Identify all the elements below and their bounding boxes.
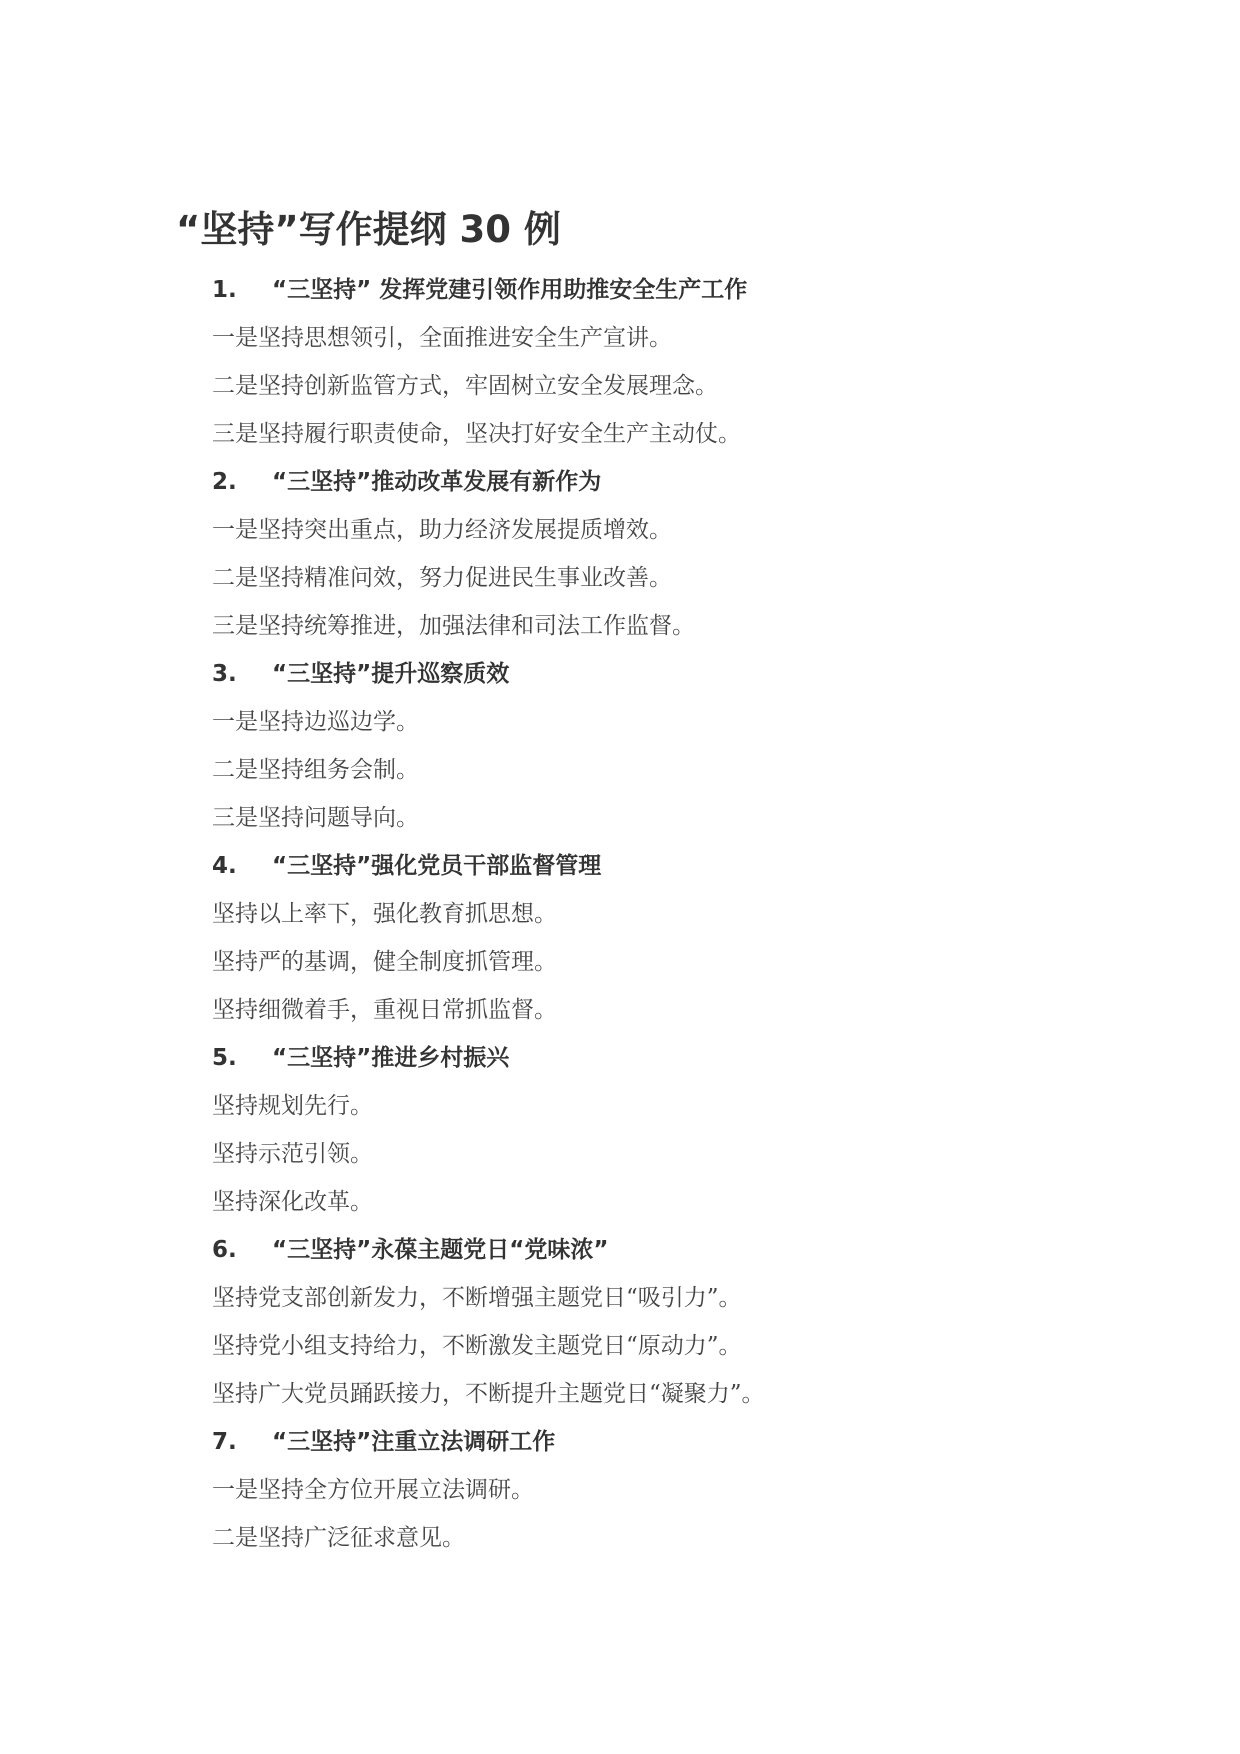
outline-point: 坚持以上率下，强化教育抓思想。 [212, 901, 557, 927]
outline-list [212, 266, 1112, 1562]
outline-point: 坚持深化改革。 [212, 1189, 373, 1215]
outline-point: 坚持示范引领。 [212, 1141, 373, 1167]
outline-point: 一是坚持边巡边学。 [212, 709, 419, 735]
section-heading [212, 842, 1112, 890]
section-number: 4. [212, 853, 237, 879]
section-heading [212, 266, 1112, 314]
outline-point: 二是坚持广泛征求意见。 [212, 1525, 465, 1551]
outline-point: 三是坚持统筹推进，加强法律和司法工作监督。 [212, 613, 695, 639]
outline-point: 一是坚持突出重点，助力经济发展提质增效。 [212, 517, 672, 543]
outline-point: 坚持规划先行。 [212, 1093, 373, 1119]
section-heading [212, 1418, 1112, 1466]
section-heading-text: “三坚持” 发挥党建引领作用助推安全生产工作 [272, 277, 748, 303]
outline-point: 二是坚持组务会制。 [212, 757, 419, 783]
section-heading [212, 650, 1112, 698]
outline-point: 三是坚持履行职责使命，坚决打好安全生产主动仗。 [212, 421, 741, 447]
outline-point: 一是坚持思想领引，全面推进安全生产宣讲。 [212, 325, 672, 351]
section-number: 2. [212, 469, 237, 495]
section-heading-text: “三坚持”注重立法调研工作 [272, 1429, 556, 1455]
outline-point: 一是坚持全方位开展立法调研。 [212, 1477, 534, 1503]
section-heading [212, 458, 1112, 506]
section-heading-text: “三坚持”提升巡察质效 [272, 661, 510, 687]
section-heading [212, 1226, 1112, 1274]
outline-point: 坚持党支部创新发力，不断增强主题党日“吸引力”。 [212, 1285, 742, 1311]
outline-point: 二是坚持精准问效，努力促进民生事业改善。 [212, 565, 672, 591]
section-heading-text: “三坚持”永葆主题党日“党味浓” [272, 1237, 609, 1263]
section-number: 3. [212, 661, 237, 687]
outline-point: 坚持细微着手，重视日常抓监督。 [212, 997, 557, 1023]
section-heading-text: “三坚持”推进乡村振兴 [272, 1045, 510, 1071]
section-heading-text: “三坚持”推动改革发展有新作为 [272, 469, 602, 495]
section-heading [212, 1034, 1112, 1082]
document-title: “坚持”写作提纲 30 例 [176, 208, 561, 251]
outline-point: 三是坚持问题导向。 [212, 805, 419, 831]
section-number: 1. [212, 277, 237, 303]
section-number: 7. [212, 1429, 237, 1455]
section-number: 5. [212, 1045, 237, 1071]
outline-point: 二是坚持创新监管方式，牢固树立安全发展理念。 [212, 373, 718, 399]
outline-point: 坚持广大党员踊跃接力，不断提升主题党日“凝聚力”。 [212, 1381, 765, 1407]
outline-point: 坚持党小组支持给力，不断激发主题党日“原动力”。 [212, 1333, 742, 1359]
outline-point: 坚持严的基调，健全制度抓管理。 [212, 949, 557, 975]
section-heading-text: “三坚持”强化党员干部监督管理 [272, 853, 602, 879]
section-number: 6. [212, 1237, 237, 1263]
